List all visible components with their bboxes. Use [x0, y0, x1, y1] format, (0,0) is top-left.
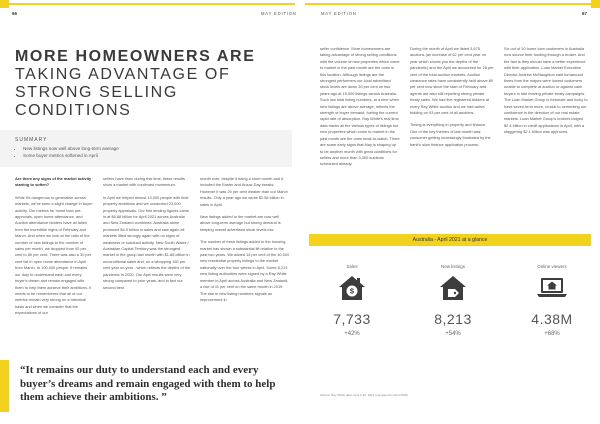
- right-column-2: [410, 46, 494, 154]
- page-title: [15, 48, 300, 120]
- right-page-header-rule: [305, 3, 591, 5]
- right-page-accent-bar: [591, 0, 600, 8]
- body-paragraph: In April we helped almost 13,000 people with their property ambitions and we conducted 23,000 property appraisals. Our first lending figures came in at $6.88 billion for April 2021 across Australia and New Zealand combined. Australia alone produced $4.9 billion in sales and saw again all markets lifted strongly again with no signs of weakness or subdued activity. New South Wales / Australian Capital Territory was the strongest market in the group last month with $1.88 billion in unconditional sales and, on a whopping 160 per cent year on year - which reflects the depths of the pandemic in 2020. Our April results were very strong compared to prior years, and in fact our second best: [103, 194, 191, 290]
- stat-sales-value: 7,733: [333, 311, 371, 327]
- pull-quote: “It remains our duty to understand each and every buyer’s dreams and remain engaged with them to help them achieve their ambitions. ”: [20, 364, 276, 403]
- at-a-glance-banner: Australia - April 2021 at a glance: [309, 234, 591, 246]
- svg-text:$: $: [349, 286, 355, 296]
- stat-listings-label: New listings: [440, 264, 465, 269]
- body-paragraph: During the month of April we listed 3,675 auctions (an increase of 62 per cent year on year which shows you the depths of the pandemic) and the April we accounted for 28 per cent of the total auction markets. Auction clearance rates have consistently held above 80 per cent now since the start of February and agents are also still reporting strong private treaty sales. We had five registered bidders at every Ray White auction and we had active bidding on 93 per cent of all auctions.: [410, 46, 494, 116]
- left-column-3: [200, 176, 290, 309]
- left-column-1: [15, 176, 93, 323]
- stat-sales-label: Sales: [346, 264, 358, 269]
- body-paragraph: Six out of 10 home loan customers in Australia now source their funding through a broker. And the fact is they should have a better experience with their application. Loan Market Executive Director Andrew McNaughton said turnaround times from the majors were lowest customers unable to complete at auction or against cash buyers in fast moving private treaty campaigns. The Loan Market Group is fortunate and lucky to have seven-term more, crucial to cementing our confidence in the direction of our real estate markets. Loan Market Group's brokers lodged $2.4 billion in credit applications in April, with a staggering $2.1 billion was approved.: [504, 46, 588, 135]
- stat-sales-change: +42%: [344, 331, 360, 337]
- body-paragraph: New listings added to the market are now well above long-term average but strong demand is keeping overall advertised stock levels low.: [200, 214, 281, 232]
- left-page-edition: MAY EDITION: [261, 11, 297, 16]
- left-column-2: [103, 176, 191, 297]
- stat-listings-value: 8,213: [434, 311, 472, 327]
- question-heading: Are there any signs of the market activity starting to soften?: [15, 176, 92, 188]
- quote-accent-bar: [0, 360, 9, 412]
- laptop-with-house-icon: [535, 274, 569, 302]
- title-line-2: TAKING ADVANTAGE OF: [15, 66, 231, 83]
- house-with-dollar-icon: [337, 274, 367, 302]
- stat-listings-change: +54%: [445, 331, 461, 337]
- body-paragraph: Timing is everything in property and finance. One of the key themes of last month was consumer getting increasingly frustrated by the bank's slow finance application process.: [410, 122, 491, 147]
- right-page-edition: MAY EDITION: [321, 11, 357, 16]
- body-paragraph: month ever, despite it being a short month and it included the Easter and Anzac Day breaks. However it was 20 per cent weaker than our March results. Only a year ago we wrote $2.56 billion in sales in April.: [200, 176, 288, 207]
- house-with-tag-icon: [438, 274, 468, 302]
- stat-viewers-value: 4.38M: [531, 311, 573, 327]
- summary-box: [0, 130, 292, 167]
- body-paragraph: While it's dangerous to generalise across markets, we've seen a slight change in buyer activity. Our metrics for home loan pre-approvals, open home attendance, and Auction attendance bidders have all fallen from the incredible highs of February and March. And when we look at the ratio of the number of new listings to the number of sales per month, we dropped from 92 per cent to 80 per cent. There was also a 30 per cent fall in open home attendance in April from March, to 100,000 people. It remains our duty to understand each and every buyer's dream and remain engaged with them to help them achieve their ambitions. It needs to be remembered that all of our metrics remain very strong on a historical basis and when we consider that the expectations of our: [15, 194, 93, 316]
- title-line-1: MORE HOMEOWNERS ARE: [15, 48, 256, 65]
- left-page-header-rule: [9, 3, 295, 5]
- body-paragraph: The number of fresh listings added to the housing market has shown a substantial lift relative to the past two years. We added 14 per cent of the 40,000 new residential property listings to the market nationally over the four weeks in April. Some 8,213 new listing authorities were signed by a Ray White member in April across Australia and New Zealand, a rise of 11 per cent on the same month in 2019. The rise in new listing numbers signals an improvement in: [200, 239, 290, 302]
- left-page-accent-bar: [0, 0, 9, 8]
- stat-viewers-change: +68%: [544, 331, 560, 337]
- body-paragraph: sellers have risen during this time, these results show a market with continued momentum.: [103, 176, 185, 188]
- title-line-3: STRONG SELLING CONDITIONS: [15, 84, 178, 119]
- stat-viewers-label: Online viewers: [537, 264, 567, 269]
- right-page-number: 67: [582, 11, 588, 16]
- left-page-number: 66: [12, 11, 18, 16]
- right-column-1: [320, 46, 400, 174]
- summary-item: • New listings now well above long-term average: [23, 146, 292, 153]
- body-paragraph: seller confidence. More homeowners are taking advantage of strong selling conditions with the volume of new properties which come to market in the past month are the ones in this location. Although listings are the strongest performers our local advertised stock levels are down 30 per cent on two years ago at 15,000 listings across Australia. Such low total listing numbers, at a time when new listings are above average, reflects the strength of buyer demand, fueling the current rapid rate of absorption. Ray White's real time data tracks all the various types of listings but new properties which come to market in the past month are the ones most-to-watch. There are some early signs that May is shaping up to be another month with great conditions for sellers and more than 3,300 auctions scheduled already.: [320, 46, 400, 167]
- right-column-3: [504, 46, 588, 142]
- summary-item: • Some buyer metrics softened in April: [23, 153, 292, 160]
- summary-list: [15, 146, 292, 159]
- summary-heading: SUMMARY: [15, 137, 48, 143]
- source-note: Source: Ray White data, April 1-30, 2021 (compared to April 2020): [320, 393, 409, 397]
